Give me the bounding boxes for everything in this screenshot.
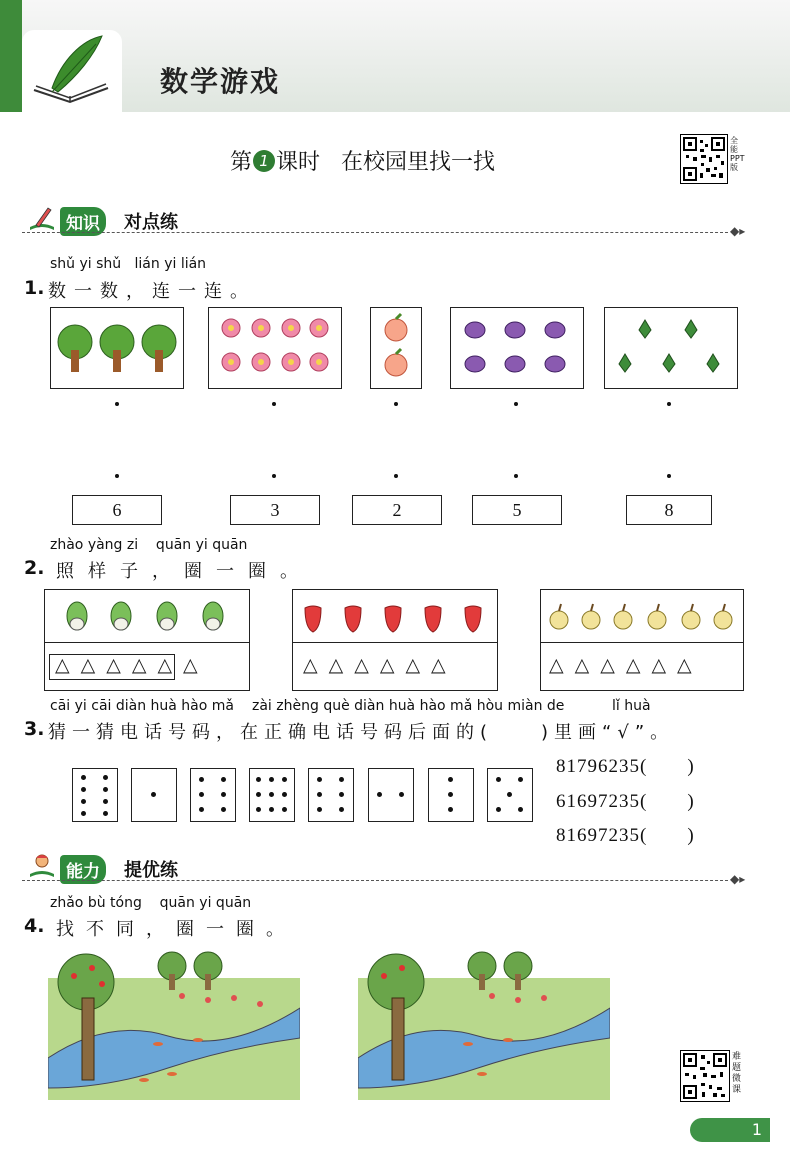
section1-arrow-icon: ◆▸ bbox=[730, 224, 746, 238]
die-face bbox=[131, 768, 177, 822]
lesson-prefix: 第 bbox=[230, 150, 253, 175]
q2-group-pear[interactable] bbox=[540, 589, 744, 691]
pencil-book-icon bbox=[28, 205, 56, 231]
q3-pinyin-c: lǐ huà bbox=[612, 698, 651, 714]
die-face bbox=[487, 768, 533, 822]
q2-pinyin: zhào yàng zi quān yi quān bbox=[50, 537, 248, 553]
lesson-suffix: 课时 bbox=[276, 150, 321, 175]
qr-bottom-caption: 难题微课 bbox=[732, 1052, 742, 1095]
die-face bbox=[249, 768, 295, 822]
section2-badge: 能力 bbox=[60, 855, 106, 884]
q4-scene-left[interactable] bbox=[48, 948, 300, 1100]
section2-label: 提优练 bbox=[124, 860, 178, 881]
die-face bbox=[308, 768, 354, 822]
q1-dot-bottom[interactable] bbox=[272, 474, 276, 478]
section2-divider bbox=[22, 880, 728, 881]
q2-triangles: △△△△△△ bbox=[55, 654, 209, 676]
cabbage-icon bbox=[203, 602, 223, 630]
die-face bbox=[72, 768, 118, 822]
q1-answer-box: 8 bbox=[626, 495, 712, 525]
q3-option[interactable]: 61697235( ) bbox=[556, 791, 695, 812]
q4-scene-right[interactable] bbox=[358, 948, 610, 1100]
q1-box-peaches bbox=[370, 307, 422, 389]
q4-text: 找不同，圈一圈。 bbox=[56, 919, 296, 940]
q1-dot-bottom[interactable] bbox=[394, 474, 398, 478]
q2-group-cabbage bbox=[44, 589, 250, 691]
q4-pinyin: zhǎo bù tóng quān yi quān bbox=[50, 895, 252, 911]
q1-text: 数一数，连一连。 bbox=[48, 281, 256, 302]
tree-icon bbox=[58, 325, 92, 372]
q1-dot-bottom[interactable] bbox=[115, 474, 119, 478]
q1-answer-box: 2 bbox=[352, 495, 442, 525]
q1-dot-top[interactable] bbox=[394, 402, 398, 406]
section1-label: 对点练 bbox=[124, 212, 178, 233]
q3-text: 猜一猜电话号码，在正确电话号码后面的( )里画“√”。 bbox=[48, 722, 675, 743]
section1-badge: 知识 bbox=[60, 207, 106, 236]
q2-triangles: △△△△△△ bbox=[303, 654, 457, 676]
feather-book-icon bbox=[22, 30, 122, 112]
student-book-icon bbox=[28, 852, 56, 878]
q3-pinyin-a: cāi yi cāi diàn huà hào mǎ bbox=[50, 698, 234, 714]
cabbage-icon bbox=[67, 602, 87, 630]
q1-dot-top[interactable] bbox=[514, 402, 518, 406]
q1-dot-top[interactable] bbox=[272, 402, 276, 406]
cabbage-icon bbox=[157, 602, 177, 630]
q1-answer-box: 5 bbox=[472, 495, 562, 525]
die-face bbox=[190, 768, 236, 822]
q3-number: 3. bbox=[24, 718, 45, 740]
q1-dot-bottom[interactable] bbox=[667, 474, 671, 478]
q3-option[interactable]: 81796235( ) bbox=[556, 756, 695, 777]
q2-text: 照样子，圈一圈。 bbox=[56, 561, 312, 582]
q2-triangles: △△△△△△ bbox=[549, 654, 703, 676]
q1-dot-top[interactable] bbox=[115, 402, 119, 406]
tree-icon bbox=[100, 325, 134, 372]
q2-group-strawberry[interactable] bbox=[292, 589, 498, 691]
q2-number: 2. bbox=[24, 557, 45, 579]
page-title: 数学游戏 bbox=[160, 65, 281, 98]
lesson-number-badge: 1 bbox=[253, 150, 275, 172]
header-left-bar bbox=[0, 0, 22, 112]
section1-divider bbox=[22, 232, 728, 233]
q1-number: 1. bbox=[24, 277, 45, 299]
q1-box-butterflies bbox=[450, 307, 584, 389]
qr-code-top[interactable] bbox=[680, 134, 728, 184]
die-face bbox=[368, 768, 414, 822]
qr-top-caption: 全能PPT版 bbox=[730, 136, 745, 172]
q1-box-leaves bbox=[604, 307, 738, 389]
q1-answer-box: 3 bbox=[230, 495, 320, 525]
qr-code-bottom[interactable] bbox=[680, 1050, 730, 1102]
q1-box-trees bbox=[50, 307, 184, 389]
q1-pinyin: shǔ yi shǔ lián yi lián bbox=[50, 256, 207, 272]
page-number: 1 bbox=[690, 1118, 770, 1142]
die-face bbox=[428, 768, 474, 822]
section2-arrow-icon: ◆▸ bbox=[730, 872, 746, 886]
lesson-title bbox=[230, 145, 495, 176]
q1-box-flowers bbox=[208, 307, 342, 389]
q1-dot-top[interactable] bbox=[667, 402, 671, 406]
q1-dot-bottom[interactable] bbox=[514, 474, 518, 478]
tree-icon bbox=[142, 325, 176, 372]
cabbage-icon bbox=[111, 602, 131, 630]
q3-pinyin-b: zài zhèng què diàn huà hào mǎ hòu miàn de bbox=[252, 698, 565, 714]
q3-option[interactable]: 81697235( ) bbox=[556, 825, 695, 846]
header-tab bbox=[22, 30, 122, 112]
q4-number: 4. bbox=[24, 915, 45, 937]
lesson-name: 在校园里找一找 bbox=[341, 150, 496, 175]
q1-answer-box: 6 bbox=[72, 495, 162, 525]
